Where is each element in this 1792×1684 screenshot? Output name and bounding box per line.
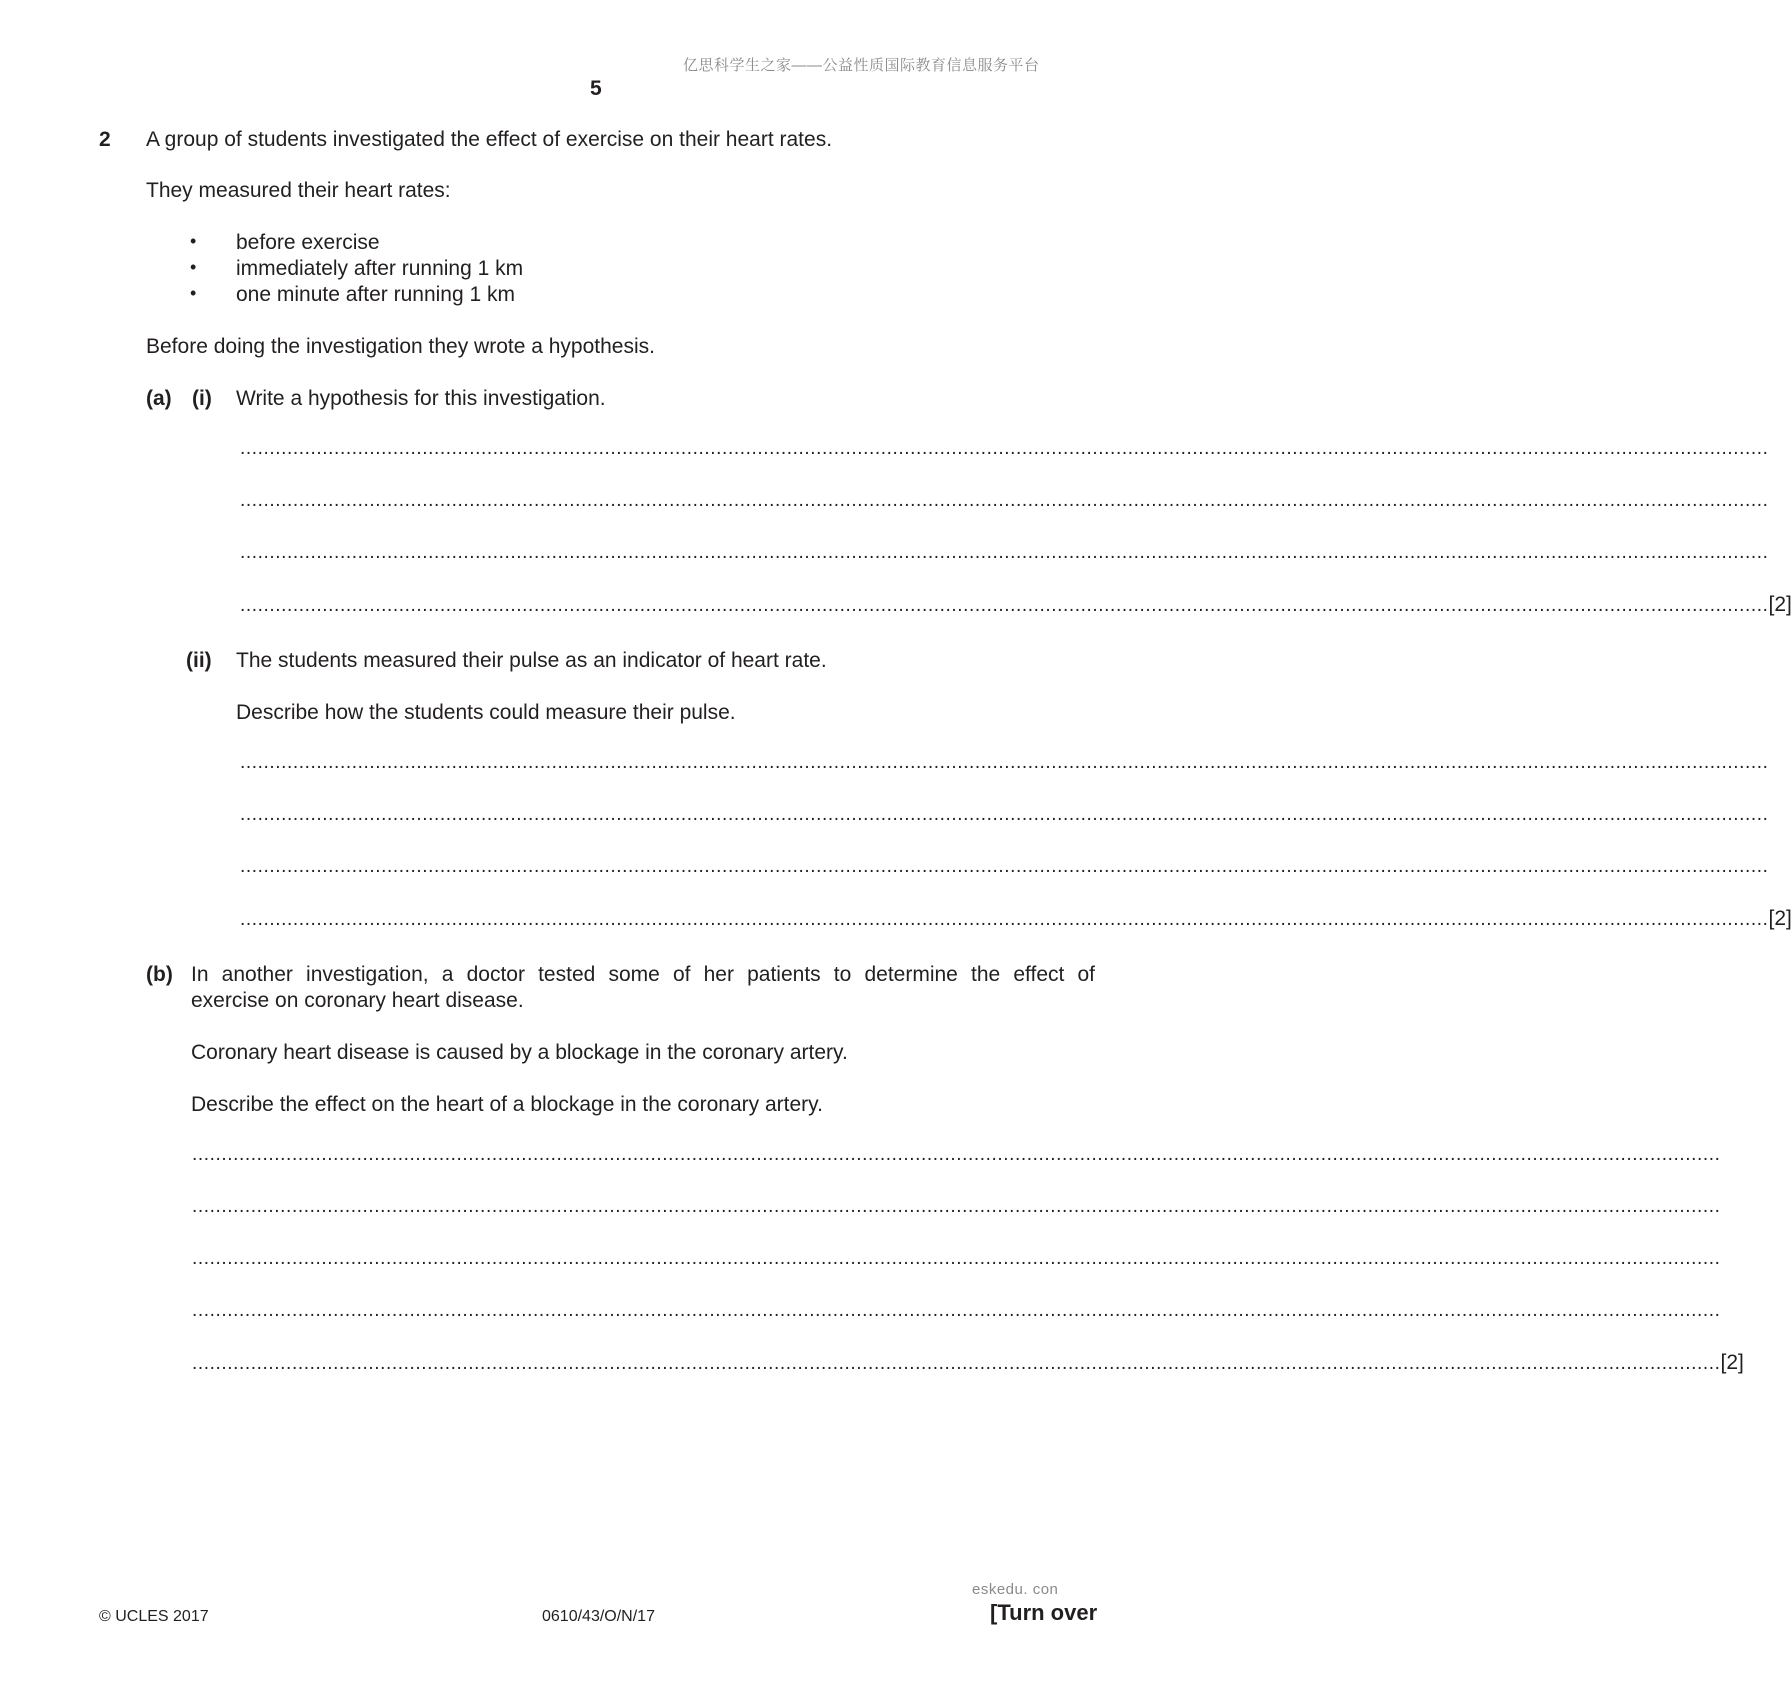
part-a-ii-label: (ii) bbox=[186, 649, 212, 672]
answer-line-final[interactable] bbox=[240, 906, 1792, 933]
answer-line[interactable]: .................................................................................................................................................................................................................................................................... bbox=[240, 595, 1769, 616]
turn-over: [Turn over bbox=[990, 1600, 1098, 1625]
bullet-dot: • bbox=[190, 283, 197, 303]
page-number: 5 bbox=[590, 77, 602, 100]
answer-line[interactable]: .................................................................................................................................................................................................................................................................... bbox=[192, 1248, 1721, 1269]
question-intro: A group of students investigated the effect of exercise on their heart rates. bbox=[146, 128, 833, 151]
bullet-item: immediately after running 1 km bbox=[236, 257, 524, 280]
marks-allocation: [2] bbox=[1768, 907, 1792, 930]
answer-line[interactable]: .................................................................................................................................................................................................................................................................... bbox=[192, 1300, 1721, 1321]
answer-line[interactable]: .................................................................................................................................................................................................................................................................... bbox=[240, 490, 1769, 511]
answer-line-final[interactable] bbox=[240, 592, 1792, 619]
answer-line[interactable]: .................................................................................................................................................................................................................................................................... bbox=[192, 1144, 1721, 1165]
marks-allocation: [2] bbox=[1768, 593, 1792, 616]
measured-intro: They measured their heart rates: bbox=[146, 179, 451, 202]
hypothesis-intro: Before doing the investigation they wrote a hypothesis. bbox=[146, 335, 655, 358]
answer-line[interactable]: .................................................................................................................................................................................................................................................................... bbox=[240, 752, 1769, 773]
copyright: © UCLES 2017 bbox=[99, 1608, 209, 1625]
part-a-i-prompt: Write a hypothesis for this investigation. bbox=[236, 387, 606, 410]
part-b-prompt: Describe the effect on the heart of a blockage in the coronary artery. bbox=[191, 1093, 823, 1116]
bullet-dot: • bbox=[190, 257, 197, 277]
question-number: 2 bbox=[99, 128, 111, 151]
answer-line-final[interactable] bbox=[192, 1350, 1744, 1377]
part-a-i-label: (i) bbox=[192, 387, 212, 410]
answer-line[interactable]: .................................................................................................................................................................................................................................................................... bbox=[240, 438, 1769, 459]
bullet-item: before exercise bbox=[236, 231, 380, 254]
bullet-dot: • bbox=[190, 231, 197, 251]
part-a-ii-statement: The students measured their pulse as an indicator of heart rate. bbox=[236, 649, 827, 672]
answer-line[interactable]: .................................................................................................................................................................................................................................................................... bbox=[192, 1196, 1721, 1217]
answer-line[interactable]: .................................................................................................................................................................................................................................................................... bbox=[240, 542, 1769, 563]
answer-line[interactable]: .................................................................................................................................................................................................................................................................... bbox=[240, 856, 1769, 877]
part-b-line-1: In another investigation, a doctor tested some of her patients to determine the effect of bbox=[191, 963, 1095, 986]
part-a-label: (a) bbox=[146, 387, 172, 410]
answer-line[interactable]: .................................................................................................................................................................................................................................................................... bbox=[240, 804, 1769, 825]
answer-line[interactable]: .................................................................................................................................................................................................................................................................... bbox=[192, 1353, 1721, 1374]
part-b-line-2: exercise on coronary heart disease. bbox=[191, 989, 524, 1012]
part-a-ii-prompt: Describe how the students could measure their pulse. bbox=[236, 701, 736, 724]
paper-code: 0610/43/O/N/17 bbox=[542, 1608, 655, 1625]
marks-allocation: [2] bbox=[1720, 1351, 1744, 1374]
footer-watermark: eskedu. con bbox=[972, 1581, 1059, 1598]
header-watermark: 亿思科学生之家——公益性质国际教育信息服务平台 bbox=[683, 57, 1040, 74]
part-b-label: (b) bbox=[146, 963, 173, 986]
answer-line[interactable]: .................................................................................................................................................................................................................................................................... bbox=[240, 909, 1769, 930]
bullet-item: one minute after running 1 km bbox=[236, 283, 515, 306]
part-b-statement: Coronary heart disease is caused by a blockage in the coronary artery. bbox=[191, 1041, 848, 1064]
